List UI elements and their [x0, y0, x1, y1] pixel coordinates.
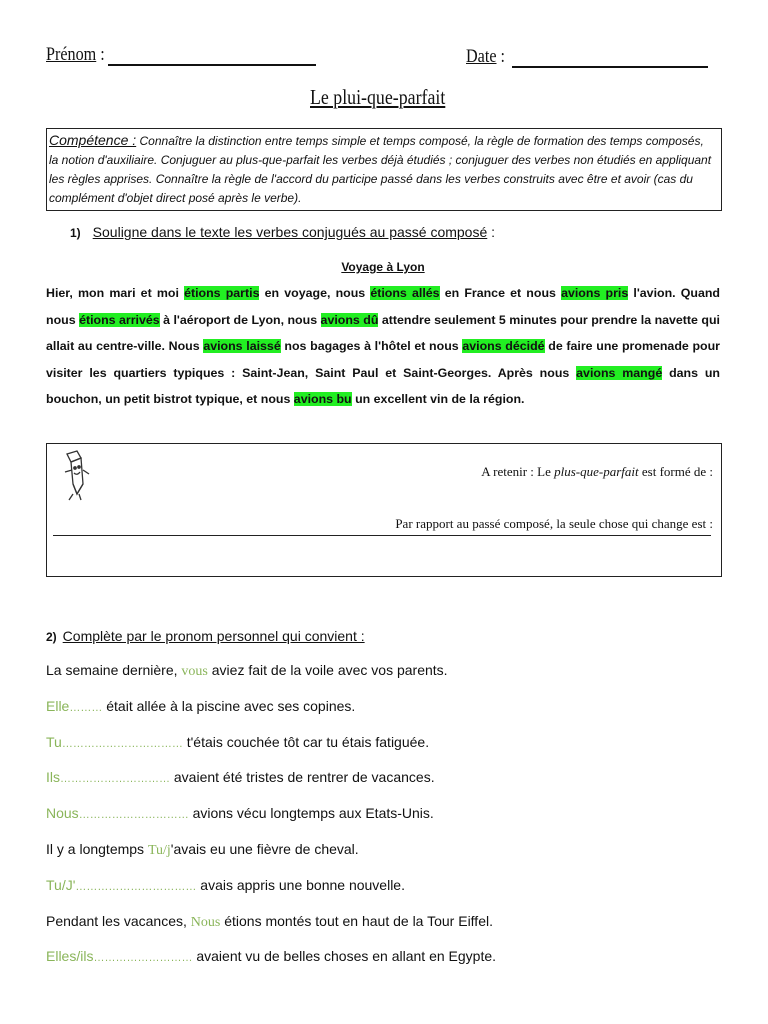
- exercise1-instruction-colon: :: [487, 224, 496, 240]
- answer-blank[interactable]: Tu/j: [147, 843, 171, 858]
- prenom-label: Prénom :: [46, 44, 105, 65]
- exercise1-number: 1): [70, 226, 81, 240]
- sentence-text: avions vécu longtemps aux Etats-Unis.: [188, 805, 434, 822]
- highlighted-verb[interactable]: avions pris: [561, 286, 629, 300]
- sentence-row: [46, 698, 355, 714]
- answer-blank[interactable]: Tu/J': [46, 876, 76, 893]
- story-segment: de faire une promenade pour visiter les quartiers typiques : Saint-Jean, Saint Paul et Saint-Georges. Après nous: [46, 339, 720, 380]
- date-label: Date :: [466, 46, 506, 67]
- story-segment: en voyage, nous: [259, 286, 371, 300]
- answer-blank[interactable]: vous: [181, 664, 208, 679]
- exercise2-instruction: Complète par le pronom personnel qui convient :: [62, 628, 365, 644]
- dotted-blank[interactable]: …………………………: [78, 809, 189, 822]
- competence-label: Compétence :: [49, 132, 137, 148]
- story-segment: nos bagages à l'hôtel et nous: [280, 339, 463, 354]
- story-segment: attendre seulement 5 minutes pour prendre la navette qui allait au centre-ville. Nous: [46, 312, 720, 354]
- dotted-blank[interactable]: ……………………………: [75, 880, 197, 893]
- exercise1-heading: [70, 224, 495, 240]
- highlighted-verb[interactable]: étions partis: [184, 286, 260, 300]
- sentence-row: [46, 913, 493, 931]
- dotted-blank[interactable]: …………………………: [60, 773, 170, 786]
- highlighted-verb[interactable]: avions mangé: [576, 365, 663, 380]
- competence-body: Connaître la distinction entre temps simple et temps composé, la règle de formation des temps composés, la notion d'auxiliaire. Conjuguer au plus-que-parfait les verbes déjà étudiés ; conjuguer des verbes non étudiés en appliquant les règles apprises. Connaître la règle de l'accord du participe passé dans les verbes construits avec être et avoir (cas du complément d'objet direct posé après le verbe).: [49, 134, 712, 205]
- answer-blank[interactable]: Nous: [190, 914, 221, 930]
- sentence-text: t'étais couchée tôt car tu étais fatiguée.: [182, 733, 430, 750]
- sentence-text: étions montés tout en haut de la Tour Eiffel.: [220, 912, 493, 929]
- exercise2-number: 2): [46, 630, 57, 644]
- story-segment: l'avion. Quand nous: [46, 286, 720, 327]
- highlighted-verb[interactable]: avions laissé: [203, 339, 281, 354]
- retenir-line1: A retenir : Le plus-que-parfait est formé de :: [481, 464, 713, 479]
- sentence-row: [46, 877, 405, 893]
- answer-blank[interactable]: Elles/ils: [46, 948, 94, 965]
- exercise1-instruction: Souligne dans le texte les verbes conjugués au passé composé: [92, 224, 488, 240]
- sentence-text: 'avais eu une fièvre de cheval.: [170, 841, 359, 857]
- sentence-row: [46, 769, 435, 785]
- date-field[interactable]: [512, 66, 708, 68]
- highlighted-verb[interactable]: avions dû: [320, 312, 379, 327]
- prenom-field[interactable]: [108, 64, 316, 66]
- highlighted-verb[interactable]: étions arrivés: [79, 312, 160, 327]
- retenir-answer-line[interactable]: [53, 535, 711, 536]
- dotted-blank[interactable]: ………………………: [93, 952, 193, 965]
- sentence-text: avaient vu de belles choses en allant en Egypte.: [192, 948, 497, 965]
- story-segment: un excellent vin de la région.: [351, 392, 525, 407]
- story-segment: dans un bouchon, un petit bistrot typique, et nous: [46, 365, 721, 407]
- story-segment: à l'aéroport de Lyon, nous: [159, 312, 321, 327]
- dotted-blank[interactable]: ……………………………: [61, 737, 183, 750]
- sentence-text: aviez fait de la voile avec vos parents.: [207, 662, 448, 678]
- sentence-row: [46, 841, 359, 859]
- story-segment: Hier, mon mari et moi: [46, 286, 185, 300]
- competence-text: [47, 129, 721, 208]
- story-title: Voyage à Lyon: [341, 260, 425, 274]
- highlighted-verb[interactable]: avions bu: [293, 392, 352, 407]
- answer-blank[interactable]: Ils: [46, 769, 60, 786]
- sentence-text: Pendant les vacances,: [46, 912, 191, 929]
- sentence-text: Il y a longtemps: [46, 841, 148, 857]
- sentence-row: [46, 662, 448, 680]
- highlighted-verb[interactable]: étions allés: [370, 286, 440, 300]
- answer-blank[interactable]: Elle: [46, 697, 70, 714]
- sentence-text: avaient été tristes de rentrer de vacances.: [170, 769, 435, 786]
- sentence-text: était allée à la piscine avec ses copines.: [102, 697, 356, 714]
- sentence-text: avais appris une bonne nouvelle.: [196, 876, 405, 893]
- retenir-box: [46, 443, 722, 577]
- answer-blank[interactable]: Nous: [46, 805, 79, 822]
- exercise2-heading: [46, 628, 365, 644]
- page-title: Le plui-que-parfait: [310, 85, 446, 109]
- retenir-line2: Par rapport au passé composé, la seule chose qui change est :: [395, 516, 713, 531]
- sentence-row: [46, 948, 496, 964]
- story-text: [46, 280, 720, 413]
- highlighted-verb[interactable]: avions décidé: [462, 339, 545, 354]
- sentence-row: [46, 805, 434, 821]
- sentence-row: [46, 734, 429, 750]
- pencil-icon: [57, 448, 93, 502]
- story-segment: en France et nous: [439, 286, 562, 300]
- answer-blank[interactable]: Tu: [46, 733, 62, 750]
- dotted-blank[interactable]: ………: [69, 701, 103, 714]
- sentence-text: La semaine dernière,: [46, 662, 182, 678]
- competence-box: [46, 128, 722, 211]
